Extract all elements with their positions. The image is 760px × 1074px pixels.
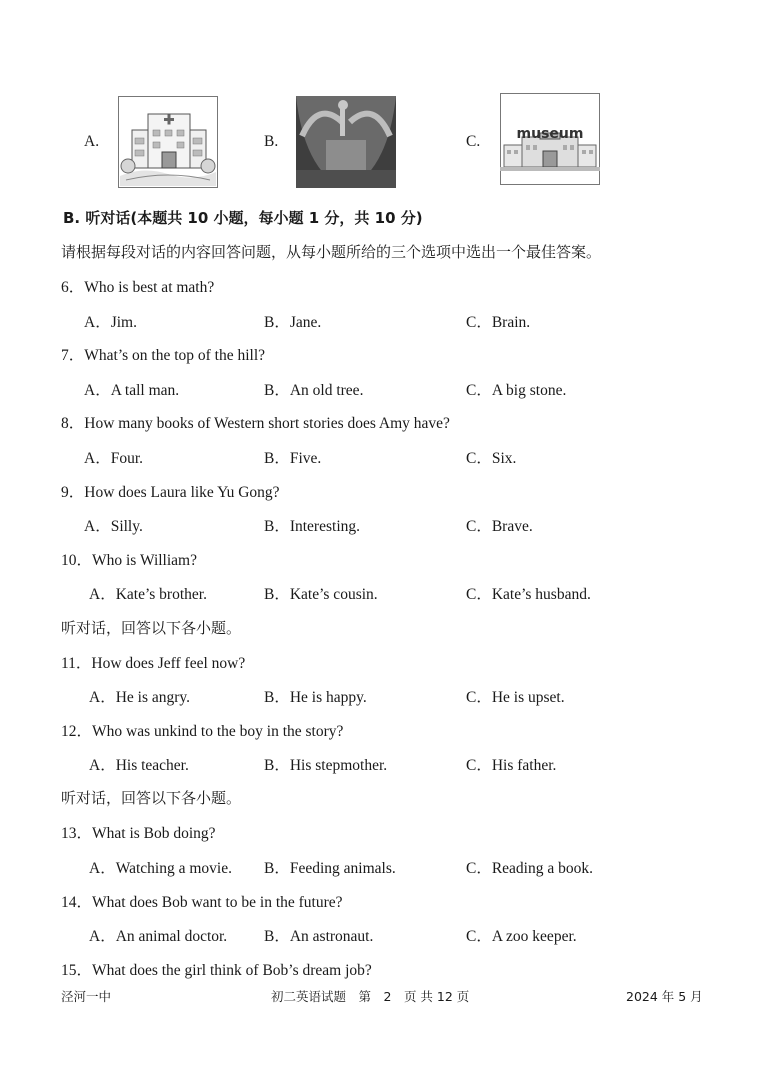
picture-option-b-label: B.	[264, 133, 279, 150]
option-6c: C．Brain.	[466, 314, 531, 331]
option-11a: A．He is angry.	[89, 689, 191, 706]
option-8c: C．Six.	[466, 450, 517, 467]
question-15: 15．What does the girl think of Bob’s dream job?	[61, 962, 372, 979]
zoo-icon	[296, 96, 396, 188]
question-8: 8．How many books of Western short stories does Amy have?	[61, 415, 450, 432]
option-8a: A．Four.	[84, 450, 143, 467]
option-10b: B．Kate’s cousin.	[264, 586, 378, 603]
option-13a: A．Watching a movie.	[89, 860, 232, 877]
option-12b: B．His stepmother.	[264, 757, 388, 774]
museum-icon	[500, 93, 600, 185]
option-11c: C．He is upset.	[466, 689, 565, 706]
section-instruction: 请根据每段对话的内容回答问题，从每小题所给的三个选项中选出一个最佳答案。	[61, 243, 602, 261]
option-9b: B．Interesting.	[264, 518, 360, 535]
question-9: 9．How does Laura like Yu Gong?	[61, 484, 280, 501]
option-10a: A．Kate’s brother.	[89, 586, 207, 603]
question-10: 10．Who is William?	[61, 552, 197, 569]
question-7: 7．What’s on the top of the hill?	[61, 347, 266, 364]
option-12a: A．His teacher.	[89, 757, 189, 774]
footer-page-info: 初二英语试题 第 2 页 共 12 页	[271, 989, 470, 1004]
option-14c: C．A zoo keeper.	[466, 928, 577, 945]
picture-option-c-label: C.	[466, 133, 481, 150]
option-10c: C．Kate’s husband.	[466, 586, 591, 603]
option-14b: B．An astronaut.	[264, 928, 374, 945]
question-6: 6．Who is best at math?	[61, 279, 215, 296]
museum-sign-text: museum	[516, 126, 584, 142]
option-12c: C．His father.	[466, 757, 557, 774]
option-9c: C．Brave.	[466, 518, 533, 535]
hospital-icon	[118, 96, 218, 188]
option-7a: A．A tall man.	[84, 382, 180, 399]
picture-option-a-label: A.	[84, 133, 100, 150]
option-7b: B．An old tree.	[264, 382, 364, 399]
option-14a: A．An animal doctor.	[89, 928, 228, 945]
question-14: 14．What does Bob want to be in the future?	[61, 894, 343, 911]
group-instruction-2: 听对话，回答以下各小题。	[61, 789, 242, 807]
question-12: 12．Who was unkind to the boy in the story?	[61, 723, 344, 740]
section-heading: B. 听对话(本题共 10 小题，每小题 1 分，共 10 分)	[63, 209, 423, 227]
group-instruction-1: 听对话，回答以下各小题。	[61, 619, 242, 637]
option-6b: B．Jane.	[264, 314, 322, 331]
question-11: 11．How does Jeff feel now?	[61, 655, 246, 672]
question-13: 13．What is Bob doing?	[61, 825, 216, 842]
option-11b: B．He is happy.	[264, 689, 367, 706]
option-9a: A．Silly.	[84, 518, 143, 535]
option-13b: B．Feeding animals.	[264, 860, 396, 877]
footer-school: 泾河一中	[61, 989, 112, 1004]
option-7c: C．A big stone.	[466, 382, 567, 399]
option-13c: C．Reading a book.	[466, 860, 593, 877]
option-6a: A．Jim.	[84, 314, 137, 331]
option-8b: B．Five.	[264, 450, 322, 467]
footer-date: 2024 年 5 月	[626, 989, 703, 1004]
